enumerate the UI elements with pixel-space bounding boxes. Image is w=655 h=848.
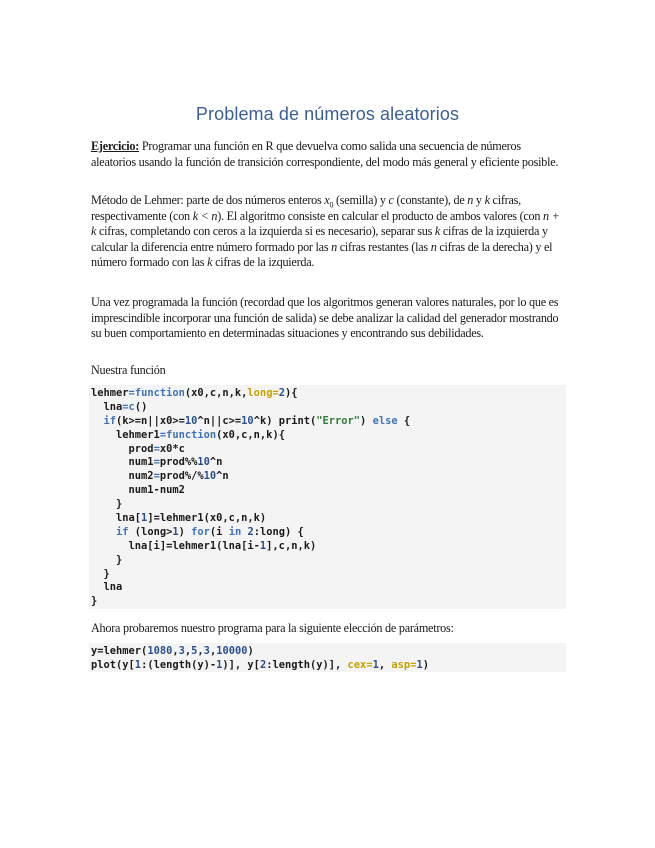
code-line: lehmer1=function(x0,c,n,k){ <box>91 428 285 441</box>
exercise-label: Ejercicio: <box>91 139 140 153</box>
text-run: y <box>473 193 485 207</box>
math-n: n <box>467 193 474 207</box>
text-run: (semilla) y <box>333 193 389 207</box>
math-k: k <box>484 193 490 207</box>
code-line: lehmer=function(x0,c,n,k,long=2){ <box>91 387 298 399</box>
math-inequality: k < n <box>192 208 218 223</box>
text-run: cifras de la derecha) y el número formado con las <box>91 239 553 270</box>
page-title: Problema de números aleatorios <box>195 104 460 124</box>
code-line: prod=x0*c <box>91 442 185 455</box>
code-line: lna <box>91 581 123 594</box>
math-k: k <box>434 224 441 239</box>
code-line: num2=prod%/%10^n <box>91 470 229 483</box>
code-block-lehmer <box>89 385 566 609</box>
math-c: c <box>388 193 394 207</box>
code-line: lna[1]=lehmer1(x0,c,n,k) <box>91 512 267 525</box>
code-line: } <box>91 595 98 608</box>
text-run: cifras de la izquierda. <box>212 255 315 270</box>
code-line: lna=c() <box>91 400 148 413</box>
code-line: lna[i]=lehmer1(lna[i-1],c,n,k) <box>91 539 317 552</box>
code-line: if (long>1) for(i in 2:long) { <box>116 525 304 538</box>
code-block-usage <box>89 643 566 672</box>
analysis-paragraph: Una vez programada la función (recordad que los algoritmos generan valores naturales, por lo que es imprescindible incorporar una función de salida) se debe analizar la calidad del generador mostrando su buen comportamiento en determinadas situaciones y encontrando sus debilidades. <box>91 295 559 341</box>
lehmer-paragraph <box>91 193 567 271</box>
code-line: num1=prod%%10^n <box>91 456 223 469</box>
math-x0: x <box>324 193 330 207</box>
code-line: } <box>91 498 123 511</box>
code-line: } <box>91 567 110 580</box>
text-run: (constante), de <box>393 193 468 207</box>
exercise-text: Programar una función en R que devuelva como salida una secuencia de números aleatorios usando la función de transición correspondiente, del modo más general y eficiente posible. <box>91 139 559 169</box>
code-line: if(k>=n||x0>=10^n||c>=10^k) print("Error") else { <box>103 414 411 427</box>
math-sum: n + k <box>91 208 560 239</box>
math-k: k <box>207 255 213 270</box>
math-n: n <box>331 239 337 254</box>
text-run: ). El algoritmo consiste en calcular el producto de ambos valores (con <box>217 208 544 223</box>
math-subscript: 0 <box>329 200 334 210</box>
math-n: n <box>430 239 437 254</box>
our-function-heading: Nuestra función <box>91 363 166 377</box>
parameters-paragraph: Ahora probaremos nuestro programa para la siguiente elección de parámetros: <box>91 621 454 635</box>
code-line: plot(y[1:(length(y)-1)], y[2:length(y)], cex=1, asp=1) <box>91 658 429 671</box>
code-line: } <box>91 553 123 566</box>
text-run: cifras restantes (las <box>336 239 431 254</box>
text-run: cifras de la izquierda y calcular la diferencia entre número formado por las <box>91 224 548 254</box>
text-run: cifras, completando con ceros a la izquierda si es necesario), separar sus <box>96 224 435 239</box>
text-run: Método de Lehmer: parte de dos números enteros <box>91 193 325 207</box>
code-line: num1-num2 <box>91 484 185 497</box>
exercise-paragraph <box>91 139 567 170</box>
code-line: y=lehmer(1080,3,5,3,10000) <box>91 645 254 657</box>
text-run: cifras, respectivamente (con <box>91 193 521 223</box>
